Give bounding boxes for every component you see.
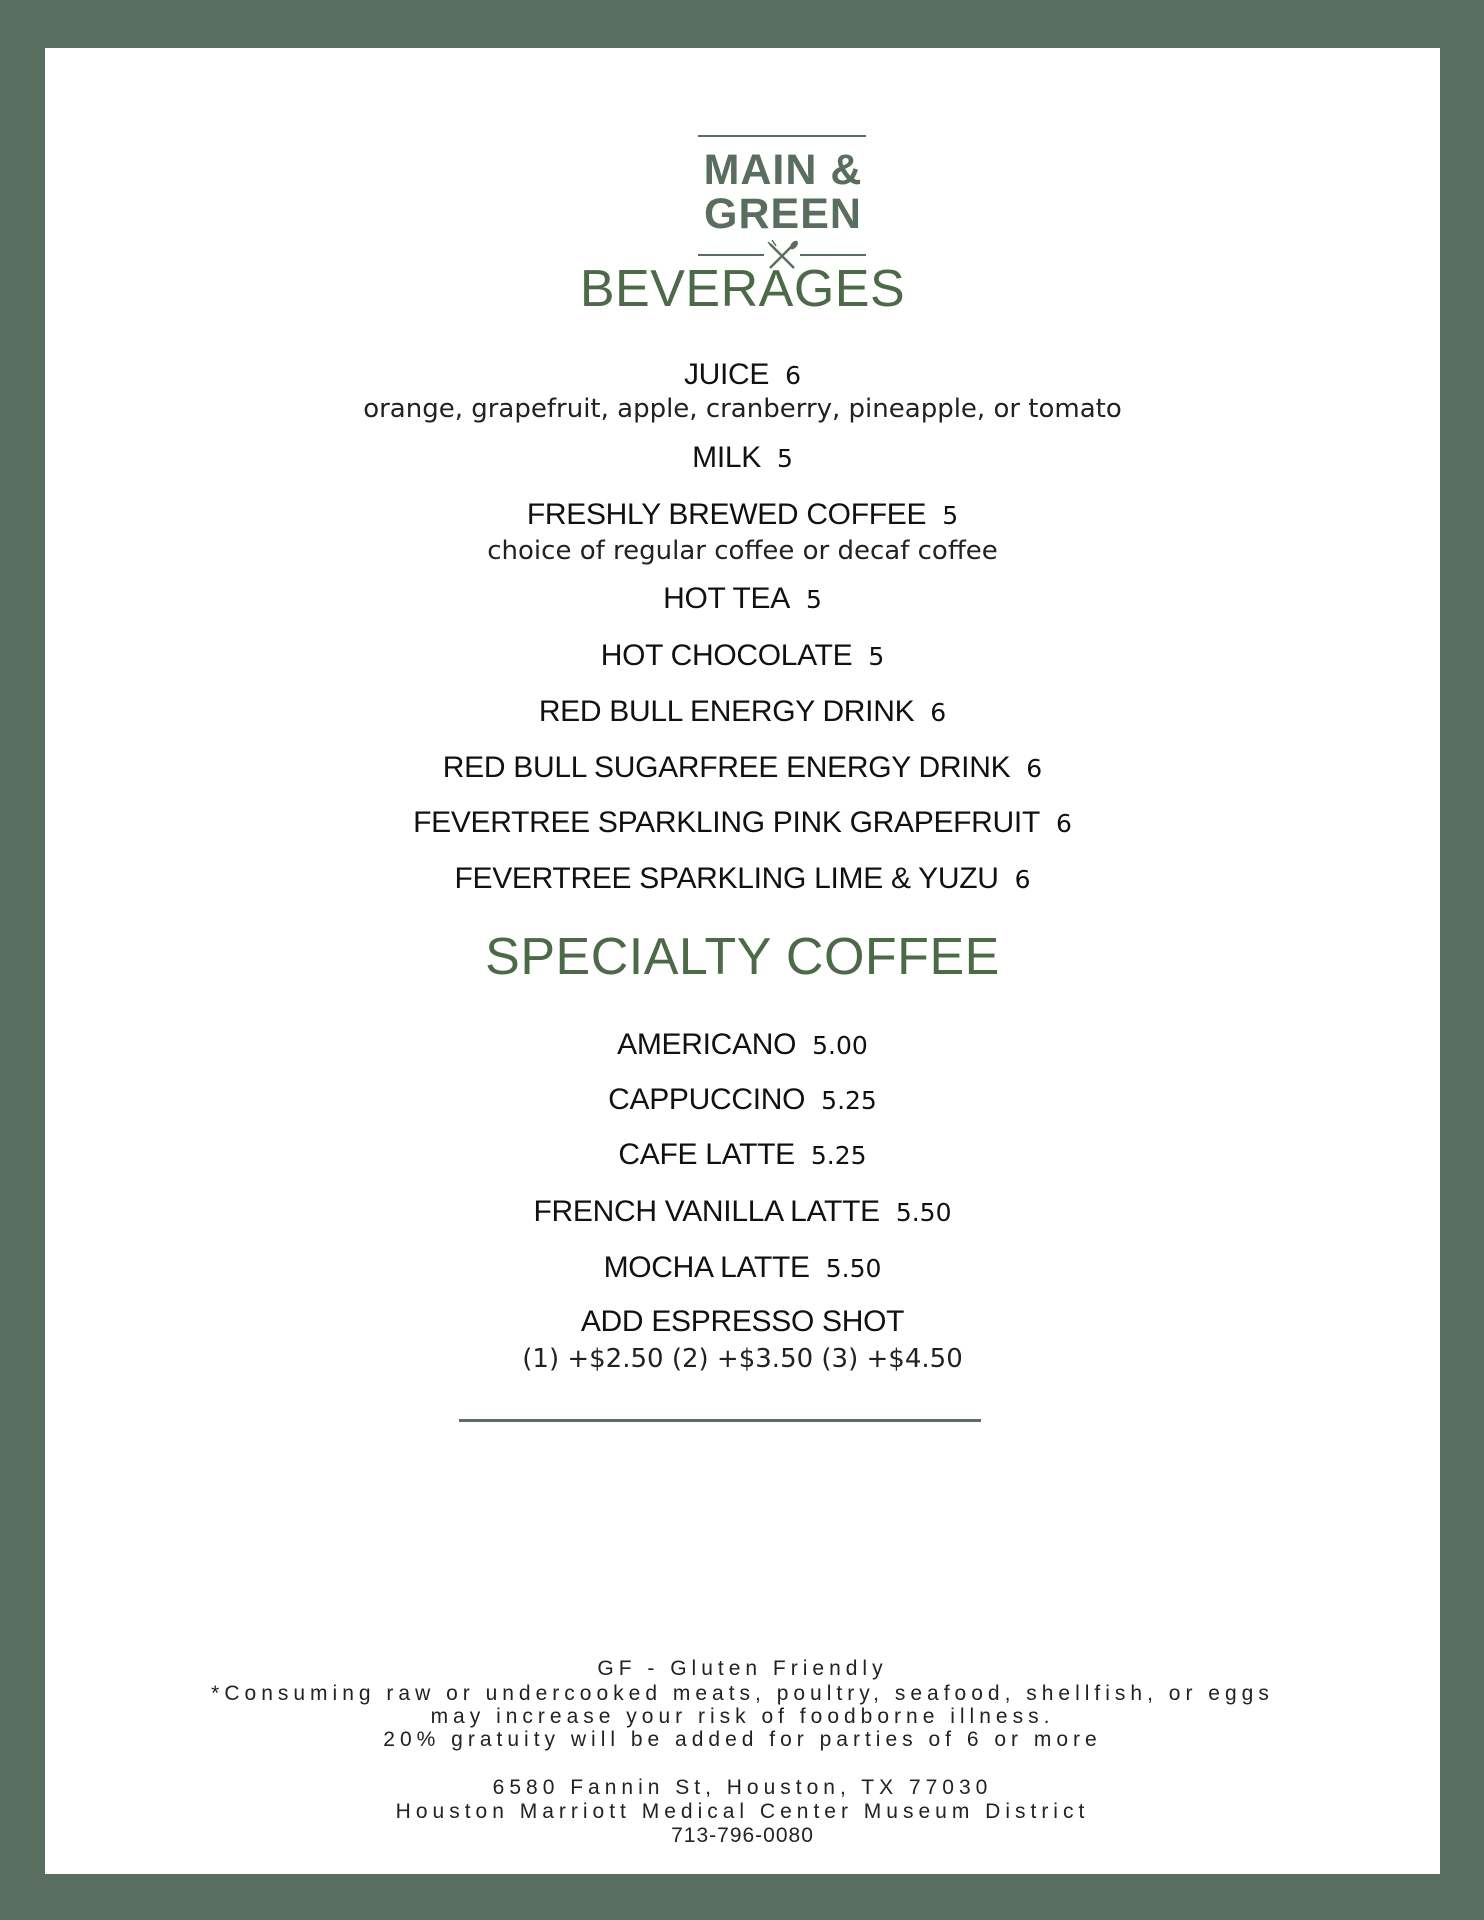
- item-name: AMERICANO: [617, 1028, 797, 1061]
- menu-item: [45, 1138, 1440, 1172]
- item-name: CAFE LATTE: [618, 1138, 795, 1171]
- item-description: (1) +$2.50 (2) +$3.50 (3) +$4.50: [522, 1344, 963, 1374]
- logo-line-1: MAIN &: [703, 146, 863, 194]
- menu-item: [45, 582, 1440, 616]
- food-safety-warning-cont: may increase your risk of foodborne illness.: [430, 1705, 1055, 1728]
- item-name: FEVERTREE SPARKLING LIME & YUZU: [454, 862, 999, 895]
- item-name: FRESHLY BREWED COFFEE: [526, 498, 927, 531]
- item-description: choice of regular coffee or decaf coffee: [487, 536, 998, 566]
- item-price: 6: [1055, 809, 1072, 838]
- item-price: 5.25: [821, 1086, 877, 1115]
- item-price: 6: [930, 698, 947, 727]
- item-price: 6: [1026, 754, 1043, 783]
- item-name: FEVERTREE SPARKLING PINK GRAPEFRUIT: [413, 806, 1040, 839]
- item-name: ADD ESPRESSO SHOT: [580, 1305, 905, 1338]
- item-name: MOCHA LATTE: [603, 1251, 810, 1284]
- menu-item: [45, 1083, 1440, 1117]
- item-name: RED BULL SUGARFREE ENERGY DRINK: [442, 751, 1011, 784]
- food-safety-warning: *Consuming raw or undercooked meats, poultry, seafood, shellfish, or eggs: [211, 1682, 1274, 1705]
- item-price: 5.00: [812, 1031, 868, 1060]
- item-name: RED BULL ENERGY DRINK: [538, 695, 915, 728]
- item-name: MILK: [692, 441, 761, 474]
- menu-item: [45, 1251, 1440, 1285]
- item-name: FRENCH VANILLA LATTE: [533, 1195, 880, 1228]
- restaurant-logo: [696, 132, 870, 278]
- menu-page: [45, 48, 1440, 1874]
- menu-item: [45, 1195, 1440, 1229]
- venue-name: Houston Marriott Medical Center Museum District: [395, 1800, 1090, 1823]
- logo-line-2: GREEN: [704, 190, 862, 238]
- menu-item: [45, 1305, 1440, 1339]
- item-price: 5.50: [895, 1198, 952, 1227]
- item-price: 6: [1014, 865, 1031, 894]
- logo-top-rule: [698, 135, 866, 137]
- menu-item: [45, 751, 1440, 785]
- item-price: 5.50: [825, 1254, 882, 1283]
- item-name: JUICE: [683, 358, 770, 391]
- menu-item: [45, 862, 1440, 896]
- item-name: HOT TEA: [663, 582, 790, 615]
- section-title-beverages: BEVERAGES: [579, 260, 906, 318]
- item-price: 5: [776, 444, 793, 473]
- section-title-specialty-coffee: SPECIALTY COFFEE: [485, 928, 1000, 986]
- menu-item: [45, 1028, 1440, 1062]
- item-price: 5: [942, 501, 959, 530]
- item-price: 5.25: [810, 1141, 867, 1170]
- item-price: 6: [785, 361, 802, 390]
- menu-item: [45, 639, 1440, 673]
- gluten-friendly-note: GF - Gluten Friendly: [597, 1657, 888, 1680]
- item-price: 5: [805, 585, 822, 614]
- section-divider: [459, 1419, 981, 1422]
- address: 6580 Fannin St, Houston, TX 77030: [492, 1776, 993, 1799]
- menu-item: [45, 358, 1440, 392]
- item-description: orange, grapefruit, apple, cranberry, pineapple, or tomato: [363, 394, 1122, 424]
- phone-number: 713-796-0080: [671, 1824, 814, 1847]
- menu-item: [45, 695, 1440, 729]
- item-name: HOT CHOCOLATE: [600, 639, 853, 672]
- menu-item: [45, 806, 1440, 840]
- gratuity-note: 20% gratuity will be added for parties of 6 or more: [383, 1728, 1102, 1751]
- item-name: CAPPUCCINO: [608, 1083, 806, 1116]
- menu-item: [45, 441, 1440, 475]
- menu-item: [45, 498, 1440, 532]
- item-price: 5: [868, 642, 885, 671]
